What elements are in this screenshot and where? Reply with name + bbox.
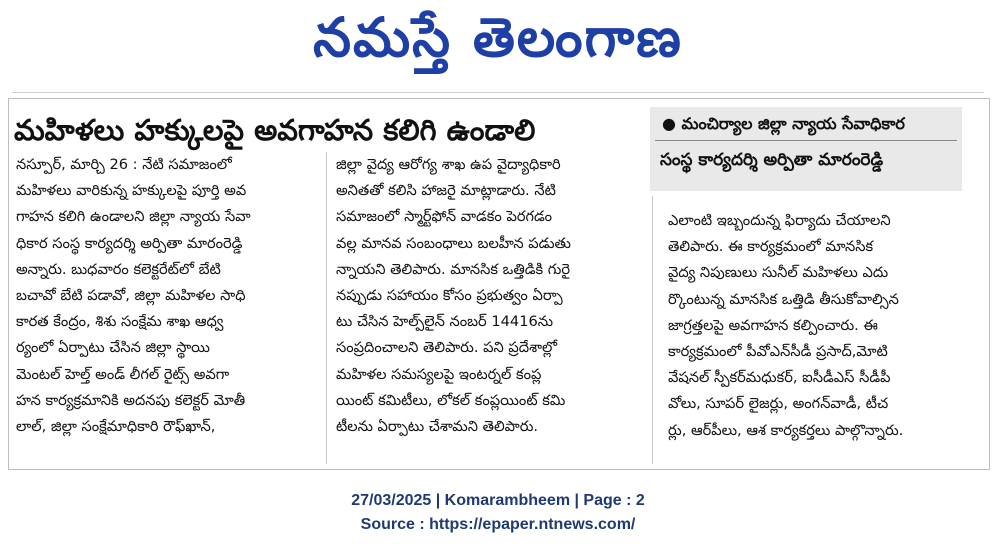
newspaper-masthead: నమస్తే తెలంగాణ (313, 6, 683, 69)
footer-source-link[interactable]: Source : https://epaper.ntnews.com/ (360, 516, 636, 533)
column-1-line: లాల్, జిల్లా సంక్షేమాధికారి రౌఫ్‌ఖాన్, (16, 418, 216, 436)
article-column-3 (668, 208, 974, 444)
column-2-line: నప్పుడు సహాయం కోసం ప్రభుత్వం ఏర్పా (336, 287, 563, 305)
column-3-line: ఎలాంటి ఇబ్బందున్న ఫిర్యాదు చేయాలని (668, 212, 891, 229)
subhead-divider (655, 140, 957, 141)
column-3-line: వోలు, సూపర్ లైజర్లు, అంగన్‌వాడీ, టీచ (668, 395, 889, 413)
column-3-line: వేషనల్ స్పీకర్‌మధుకర్, ఐసీడీఎస్ సీడీపీ (668, 369, 891, 387)
column-2-line: వల్ల మానవ సంబంధాలు బలహీన పడుతు (336, 234, 571, 252)
column-1-line: ర్యంలో ఏర్పాటు చేసిన జిల్లా స్థాయి (16, 339, 210, 357)
column-2-line: మహిళల సమస్యలపై ఇంటర్నల్ కంప్ల (336, 365, 542, 383)
column-3-line: ర్లు, ఆర్‌పీలు, ఆశ కార్యకర్తలు పాల్గొన్నారు. (668, 421, 904, 439)
column-2-line: టీలను ఏర్పాటు చేశామని తెలిపారు. (336, 418, 539, 436)
column-2-line: జిల్లా వైద్య ఆరోగ్య శాఖ ఉప వైద్యాధికారి (336, 156, 561, 173)
article-column-2 (336, 152, 640, 440)
column-3-line: వైద్య నిపుణులు సునీల్ మహిళలు ఎదు (668, 264, 889, 282)
column-divider-2 (652, 196, 653, 464)
column-2-line: సమాజంలో స్మార్ట్‌ఫోన్ వాడకం పెరగడం (336, 208, 552, 226)
column-1-line: కారత కేంద్రం, శిశు సంక్షేమ శాఖ ఆధ్వ (16, 313, 224, 331)
column-1-line: ధికార సంస్థ కార్యదర్శి అర్పితా మారంరెడ్డి (16, 234, 243, 252)
column-1-line: బచావో బేటి పడావో, జిల్లా మహిళల సాధి (16, 287, 246, 305)
column-1-line: మెంటల్ హెల్త్ అండ్ లీగల్ రైట్స్ అవగా (16, 365, 230, 383)
subhead-line-2: సంస్థ కార్యదర్శి అర్పితా మారంరెడ్డి (660, 150, 884, 170)
footer-edition-info: 27/03/2025 | Komarambheem | Page : 2 (351, 492, 645, 509)
column-2-line: యింట్ కమిటీలు, లోకల్ కంప్లయింట్ కమి (336, 391, 566, 409)
column-divider-1 (326, 152, 327, 464)
column-2-line: టు చేసిన హెల్ప్‌లైన్ నంబర్ 14416ను (336, 313, 554, 331)
column-2-line: సంప్రదించాలని తెలిపారు. పని ప్రదేశాల్లో (336, 339, 557, 357)
article-column-1 (16, 152, 320, 440)
column-2-line: అనితతో కలిసి హాజరై మాట్లాడారు. నేటి (336, 182, 556, 200)
column-3-line: ర్కొంటున్న మానసిక ఒత్తిడి తీసుకోవాల్సిన (668, 290, 899, 308)
column-1-line: హన కార్యక్రమానికి అదనపు కలెక్టర్ మోతీ (16, 391, 246, 409)
column-1-line: నస్పూర్, మార్చి 26 : నేటి సమాజంలో (16, 156, 232, 173)
column-1-line: గాహన కలిగి ఉండాలని జిల్లా న్యాయ సేవా (16, 208, 251, 226)
column-2-line: న్నాయని తెలిపారు. మానసిక ఒత్తిడికి గురై (336, 260, 571, 278)
column-1-line: అన్నారు. బుధవారం కలెక్టరేట్‌లో బేటి (16, 260, 221, 278)
article-headline: మహిళలు హక్కులపై అవగాహన కలిగి ఉండాలి (14, 113, 536, 147)
masthead-divider (12, 92, 984, 93)
column-3-line: జాగ్రత్తలపై అవగాహన కల్పించారు. ఈ (668, 316, 878, 334)
subhead-line-1: ● మంచిర్యాల జిల్లా న్యాయ సేవాధికార (662, 114, 905, 133)
column-1-line: మహిళలు వారికున్న హక్కులపై పూర్తి అవ (16, 182, 247, 200)
column-3-line: తెలిపారు. ఈ కార్యక్రమంలో మానసిక (668, 238, 874, 256)
column-3-line: కార్యక్రమంలో పీవోఎన్‌సీడీ ప్రసాద్,మోటి (668, 343, 888, 361)
